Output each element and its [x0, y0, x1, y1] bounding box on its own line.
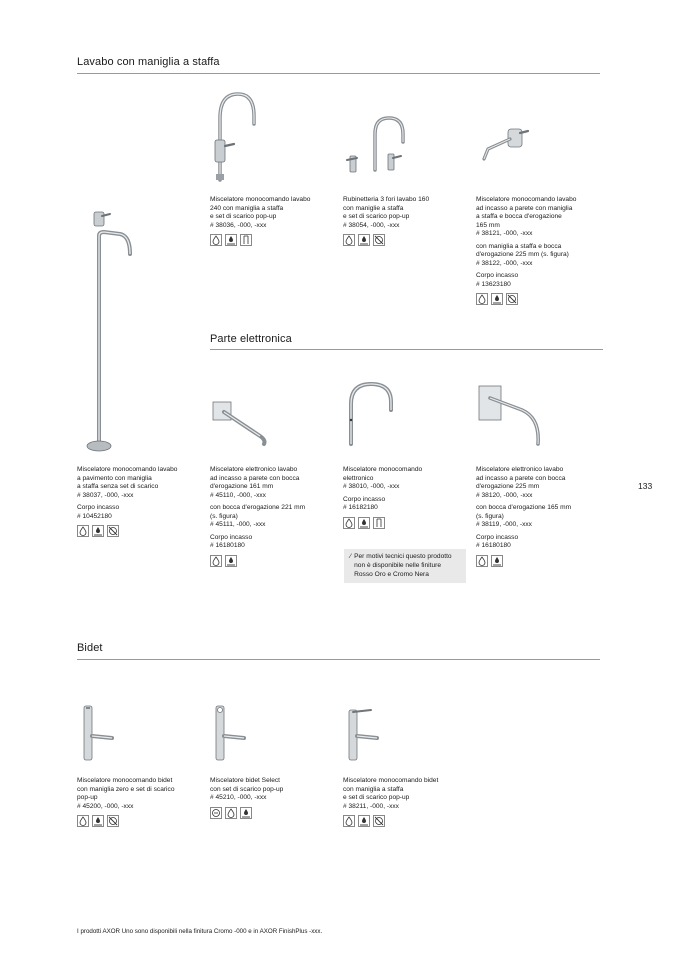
product-line: (s. figura): [210, 512, 238, 520]
height-icon: [240, 234, 252, 246]
body-code: # 16182180: [343, 504, 378, 511]
faucet-image-38010: [343, 380, 398, 448]
water-drop-icon: [225, 807, 237, 819]
product-38010: [343, 466, 468, 529]
product-38121: [476, 196, 601, 305]
product-line: ad incasso a parete con bocca: [210, 474, 300, 482]
body-label: Corpo incasso: [77, 504, 120, 511]
note-line: non è disponibile nelle finiture: [354, 562, 441, 569]
product-38120: [476, 466, 601, 567]
faucet-image-45110: [210, 396, 270, 448]
spray-off-icon: [506, 293, 518, 305]
product-line: con maniglie a staffa: [343, 204, 404, 212]
product-38037: [77, 466, 202, 537]
faucet-image-38120: [476, 380, 546, 450]
faucet-image-38054: [343, 114, 405, 176]
section-title-bidet: Bidet: [77, 642, 103, 654]
product-code: # 38211, -000, -xxx: [343, 802, 399, 810]
body-code: # 16180180: [476, 542, 511, 549]
spray-off-icon: [373, 234, 385, 246]
product-line: a staffa senza set di scarico: [77, 483, 159, 490]
feature-icons: [343, 815, 468, 827]
note-line: Per motivi tecnici questo prodotto: [354, 553, 452, 560]
product-line: pop-up: [77, 794, 98, 801]
product-line: d'erogazione 161 mm: [210, 483, 274, 490]
section-title-electronic: Parte elettronica: [210, 333, 292, 345]
faucet-image-45200: [78, 704, 118, 762]
product-line: ad incasso a parete con bocca: [476, 474, 566, 482]
product-code: # 45110, -000, -xxx: [210, 491, 266, 499]
product-code: # 38036, -000, -xxx: [210, 221, 267, 229]
product-line: con maniglia a staffa: [343, 785, 404, 793]
feature-icons: [210, 555, 335, 567]
faucet-image-45210: [210, 704, 250, 762]
product-line: con bocca d'erogazione 165 mm: [476, 504, 572, 511]
hand-drop-icon: [92, 525, 104, 537]
spray-off-icon: [107, 525, 119, 537]
product-code: # 45200, -000, -xxx: [77, 802, 134, 810]
note-slash-icon: ⁄: [350, 553, 352, 560]
water-drop-icon: [343, 517, 355, 529]
product-line: 165 mm: [476, 221, 500, 229]
hand-drop-icon: [358, 815, 370, 827]
product-line: a staffa e bocca d'erogazione: [476, 213, 562, 220]
product-line: Miscelatore monocomando lavabo: [476, 196, 577, 203]
product-line: Miscelatore bidet Select: [210, 777, 281, 784]
footer-note: I prodotti AXOR Uno sono disponibili nella finitura Cromo -000 e in AXOR FinishPlus -xxx.: [77, 928, 323, 935]
product-line: 240 con maniglia a staffa: [210, 204, 284, 212]
body-code: # 16180180: [210, 542, 245, 549]
feature-icons: [77, 525, 202, 537]
product-code: # 38122, -000, -xxx: [476, 259, 533, 267]
feature-icons: [210, 234, 335, 246]
product-line: Miscelatore monocomando bidet: [343, 777, 439, 784]
hand-drop-icon: [491, 293, 503, 305]
hand-drop-icon: [92, 815, 104, 827]
product-line: d'erogazione 225 mm: [476, 483, 540, 490]
product-line: Rubinetteria 3 fori lavabo 160: [343, 196, 430, 203]
hand-drop-icon: [225, 555, 237, 567]
product-45210: [210, 777, 335, 819]
product-line: Miscelatore monocomando lavabo: [210, 196, 311, 203]
product-line: con bocca d'erogazione 221 mm: [210, 504, 306, 511]
hand-drop-icon: [358, 234, 370, 246]
water-drop-icon: [343, 234, 355, 246]
feature-icons: [476, 555, 601, 567]
feature-icons: [343, 517, 468, 529]
product-line: a pavimento con maniglia: [77, 474, 152, 482]
hand-drop-icon: [240, 807, 252, 819]
product-45110: [210, 466, 335, 567]
section-title-washbasin: Lavabo con maniglia a staffa: [77, 56, 220, 68]
body-label: Corpo incasso: [210, 533, 253, 541]
product-code: # 38119, -000, -xxx: [476, 521, 532, 528]
faucet-image-38211: [343, 704, 383, 762]
product-line: con set di scarico pop-up: [210, 785, 284, 793]
product-line: Miscelatore monocomando: [343, 466, 423, 473]
water-drop-icon: [210, 555, 222, 567]
product-code: # 38037, -000, -xxx: [77, 491, 134, 499]
product-38211: [343, 777, 468, 827]
body-code: # 13623180: [476, 280, 511, 288]
body-code: # 10452180: [77, 512, 112, 520]
product-code: # 38054, -000, -xxx: [343, 221, 400, 229]
product-38036: [210, 196, 335, 246]
product-line: con maniglia zero e set di scarico: [77, 785, 175, 793]
page-number: 133: [638, 481, 653, 491]
product-code: # 38121, -000, -xxx: [476, 230, 533, 237]
feature-icons: [77, 815, 202, 827]
height-icon: [373, 517, 385, 529]
water-drop-icon: [476, 555, 488, 567]
product-line: Miscelatore elettronico lavabo: [210, 466, 298, 473]
note-line: Rosso Oro e Cromo Nera: [354, 571, 429, 578]
product-line: con maniglia a staffa e bocca: [476, 242, 562, 250]
hand-drop-icon: [491, 555, 503, 567]
product-code: # 45111, -000, -xxx: [210, 521, 266, 528]
water-drop-icon: [77, 815, 89, 827]
water-drop-icon: [343, 815, 355, 827]
spray-off-icon: [373, 815, 385, 827]
hand-drop-icon: [225, 234, 237, 246]
faucet-image-38037: [80, 210, 140, 455]
water-drop-icon: [210, 234, 222, 246]
product-line: elettronico: [343, 474, 374, 482]
feature-icons: [343, 234, 468, 246]
product-38054: [343, 196, 468, 246]
body-label: Corpo incasso: [476, 533, 519, 541]
body-label: Corpo incasso: [343, 495, 386, 503]
product-line: e set di scarico pop-up: [343, 794, 410, 801]
availability-note: [344, 549, 466, 583]
body-label: Corpo incasso: [476, 272, 519, 279]
product-line: d'erogazione 225 mm (s. figura): [476, 251, 569, 258]
product-line: Miscelatore monocomando lavabo: [77, 466, 178, 473]
feature-icons: [210, 807, 335, 819]
feature-icons: [476, 293, 601, 305]
spray-off-icon: [107, 815, 119, 827]
section-divider: [77, 73, 600, 74]
faucet-image-38036: [208, 88, 258, 183]
section-divider: [210, 349, 603, 350]
section-divider: [77, 659, 600, 660]
water-drop-icon: [77, 525, 89, 537]
faucet-image-38121: [480, 125, 530, 163]
product-line: e set di scarico pop-up: [343, 213, 410, 220]
product-line: e set di scarico pop-up: [210, 213, 277, 220]
product-line: Miscelatore monocomando bidet: [77, 777, 173, 784]
water-drop-icon: [476, 293, 488, 305]
product-code: # 45210, -000, -xxx: [210, 794, 267, 801]
product-line: Miscelatore elettronico lavabo: [476, 466, 564, 473]
product-code: # 38120, -000, -xxx: [476, 491, 533, 499]
hand-drop-icon: [358, 517, 370, 529]
product-45200: [77, 777, 202, 827]
product-line: ad incasso a parete con maniglia: [476, 204, 573, 212]
select-button-icon: [210, 807, 222, 819]
product-code: # 38010, -000, -xxx: [343, 483, 400, 490]
product-line: (s. figura): [476, 512, 504, 520]
